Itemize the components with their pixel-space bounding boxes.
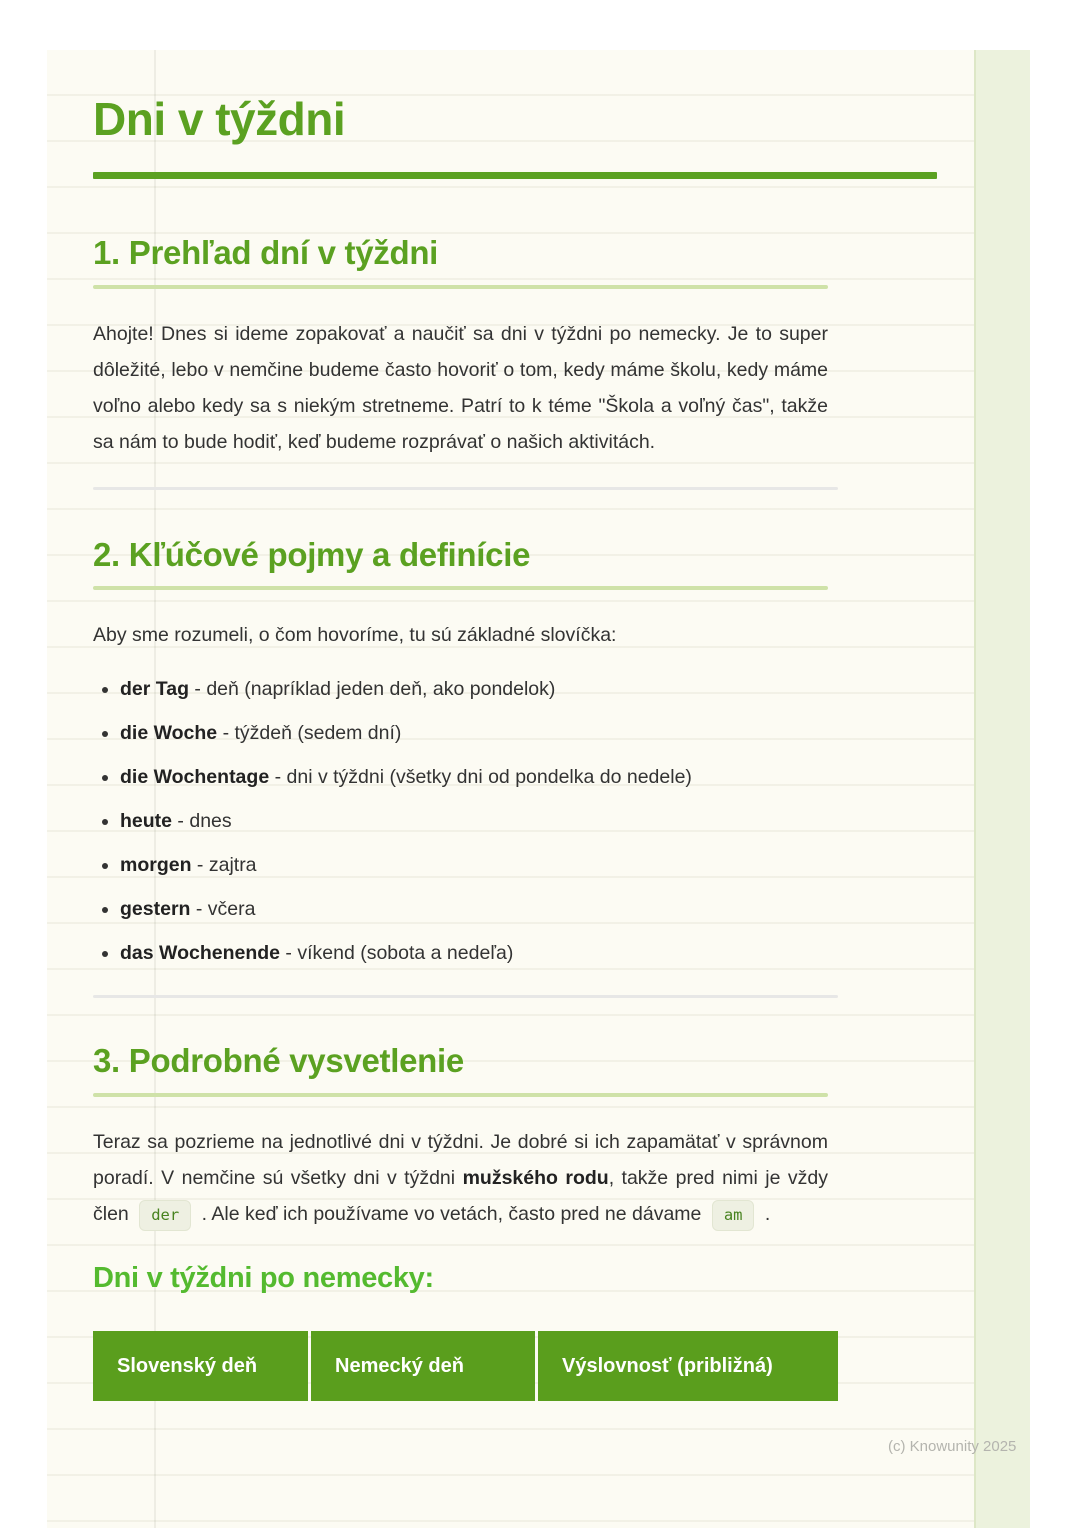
section-3-paragraph: [93, 1124, 828, 1232]
term-german: die Wochentage: [120, 766, 270, 789]
paragraph-text: Teraz sa pozrieme na jednotlivé dni v týždni. Je dobré si ich zapamätať v správnom poradí. V nemčine sú všetky dni v týždni: [93, 1131, 828, 1190]
copyright-watermark: (c) Knowunity 2025: [888, 1438, 1017, 1455]
term-definition: - včera: [190, 898, 256, 921]
section-divider: [93, 487, 838, 490]
section-1-underline: [93, 285, 828, 289]
paragraph-text: , takže pred nimi je vždy člen: [93, 1167, 828, 1226]
list-item: [120, 895, 828, 924]
table-header-pronunciation: Výslovnosť (približná): [538, 1331, 838, 1401]
term-german: gestern: [120, 898, 191, 921]
bold-text: mužského rodu: [462, 1167, 609, 1190]
list-item: [120, 675, 828, 704]
document-page: [47, 50, 1030, 1528]
term-german: morgen: [120, 854, 192, 877]
term-definition: - dni v týždni (všetky dni od pondelka do nedele): [269, 766, 692, 789]
page-edge-strip: [974, 50, 1030, 1528]
list-item: [120, 719, 828, 748]
term-definition: - týždeň (sedem dní): [217, 722, 402, 745]
term-definition: - víkend (sobota a nedeľa): [280, 942, 514, 965]
inline-code-am: am: [712, 1200, 755, 1231]
title-rule: [93, 172, 937, 179]
table-header-row: [93, 1331, 838, 1401]
section-1-heading: 1. Prehľad dní v týždni: [93, 233, 439, 271]
section-2-heading: 2. Kľúčové pojmy a definície: [93, 535, 531, 573]
section-1-paragraph: Ahojte! Dnes si ideme zopakovať a naučiť sa dni v týždni po nemecky. Je to super dôležité, lebo v nemčine budeme často hovoriť o tom, kedy máme školu, kedy máme voľno alebo kedy sa s niekým stretneme. Patrí to k téme "Škola a voľný čas", takže sa nám to bude hodiť, keď budeme rozprávať o našich aktivitách.: [93, 322, 828, 453]
days-subheading: Dni v týždni po nemecky:: [93, 1262, 434, 1295]
document-content: [93, 50, 828, 1401]
paragraph-text: . Ale keď ich používame vo vetách, často pred ne dávame: [196, 1203, 707, 1226]
term-german: heute: [120, 810, 173, 833]
section-2-underline: [93, 586, 828, 590]
key-terms-list: [93, 675, 828, 968]
term-definition: - zajtra: [191, 854, 257, 877]
term-definition: - deň (napríklad jeden deň, ako pondelok): [188, 678, 556, 701]
list-item: [120, 763, 828, 792]
page-title: Dni v týždni: [93, 93, 346, 145]
table-header-slovak-day: Slovenský deň: [93, 1331, 308, 1401]
table-header-german-day: Nemecký deň: [311, 1331, 535, 1401]
term-german: das Wochenende: [120, 942, 281, 965]
inline-code-der: der: [139, 1200, 191, 1231]
section-3-heading: 3. Podrobné vysvetlenie: [93, 1042, 464, 1080]
section-3-underline: [93, 1093, 828, 1097]
section-2-intro: Aby sme rozumeli, o čom hovoríme, tu sú základné slovíčka:: [93, 624, 617, 647]
term-german: die Woche: [120, 722, 218, 745]
term-german: der Tag: [120, 678, 189, 701]
list-item: [120, 939, 828, 968]
paragraph-text: .: [759, 1203, 771, 1226]
term-definition: - dnes: [172, 810, 232, 833]
section-divider: [93, 995, 838, 998]
list-item: [120, 851, 828, 880]
list-item: [120, 807, 828, 836]
